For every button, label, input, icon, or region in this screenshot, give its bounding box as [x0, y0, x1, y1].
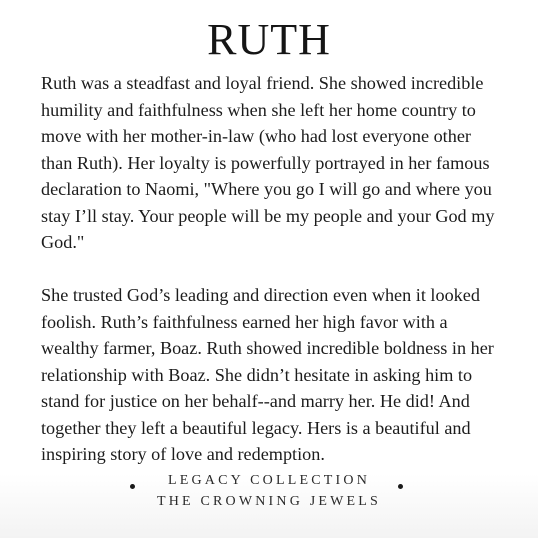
body-text: [41, 70, 511, 468]
footer-line-1: LEGACY COLLECTION: [167, 473, 371, 488]
paragraph-2: She trusted God’s leading and direction even when it looked foolish. Ruth’s faithfulness earned her high favor with a wealthy farmer, Boaz. Ruth showed incredible boldness in her relationship with Boaz. She didn’t hesitate in asking him to stand for justice on her behalf--and marry her. He did! And together they left a beautiful legacy. Hers is a beautiful and inspiring story of love and redemption.: [41, 285, 494, 464]
page-title: RUTH: [207, 15, 331, 64]
paragraph-1: Ruth was a steadfast and loyal friend. She showed incredible humility and faithfulness when she left her home country to move with her mother-in-law (who had lost everyone other than Ruth). Her loyalty is powerfully portrayed in her famous declaration to Naomi, "Where you go I will go and where you stay I’ll stay. Your people will be my people and your God my God.": [41, 73, 495, 252]
bullet-dot-right: [398, 484, 403, 489]
footer-collection-label: [0, 470, 538, 512]
footer-line-2: THE CROWNING JEWELS: [156, 494, 382, 509]
